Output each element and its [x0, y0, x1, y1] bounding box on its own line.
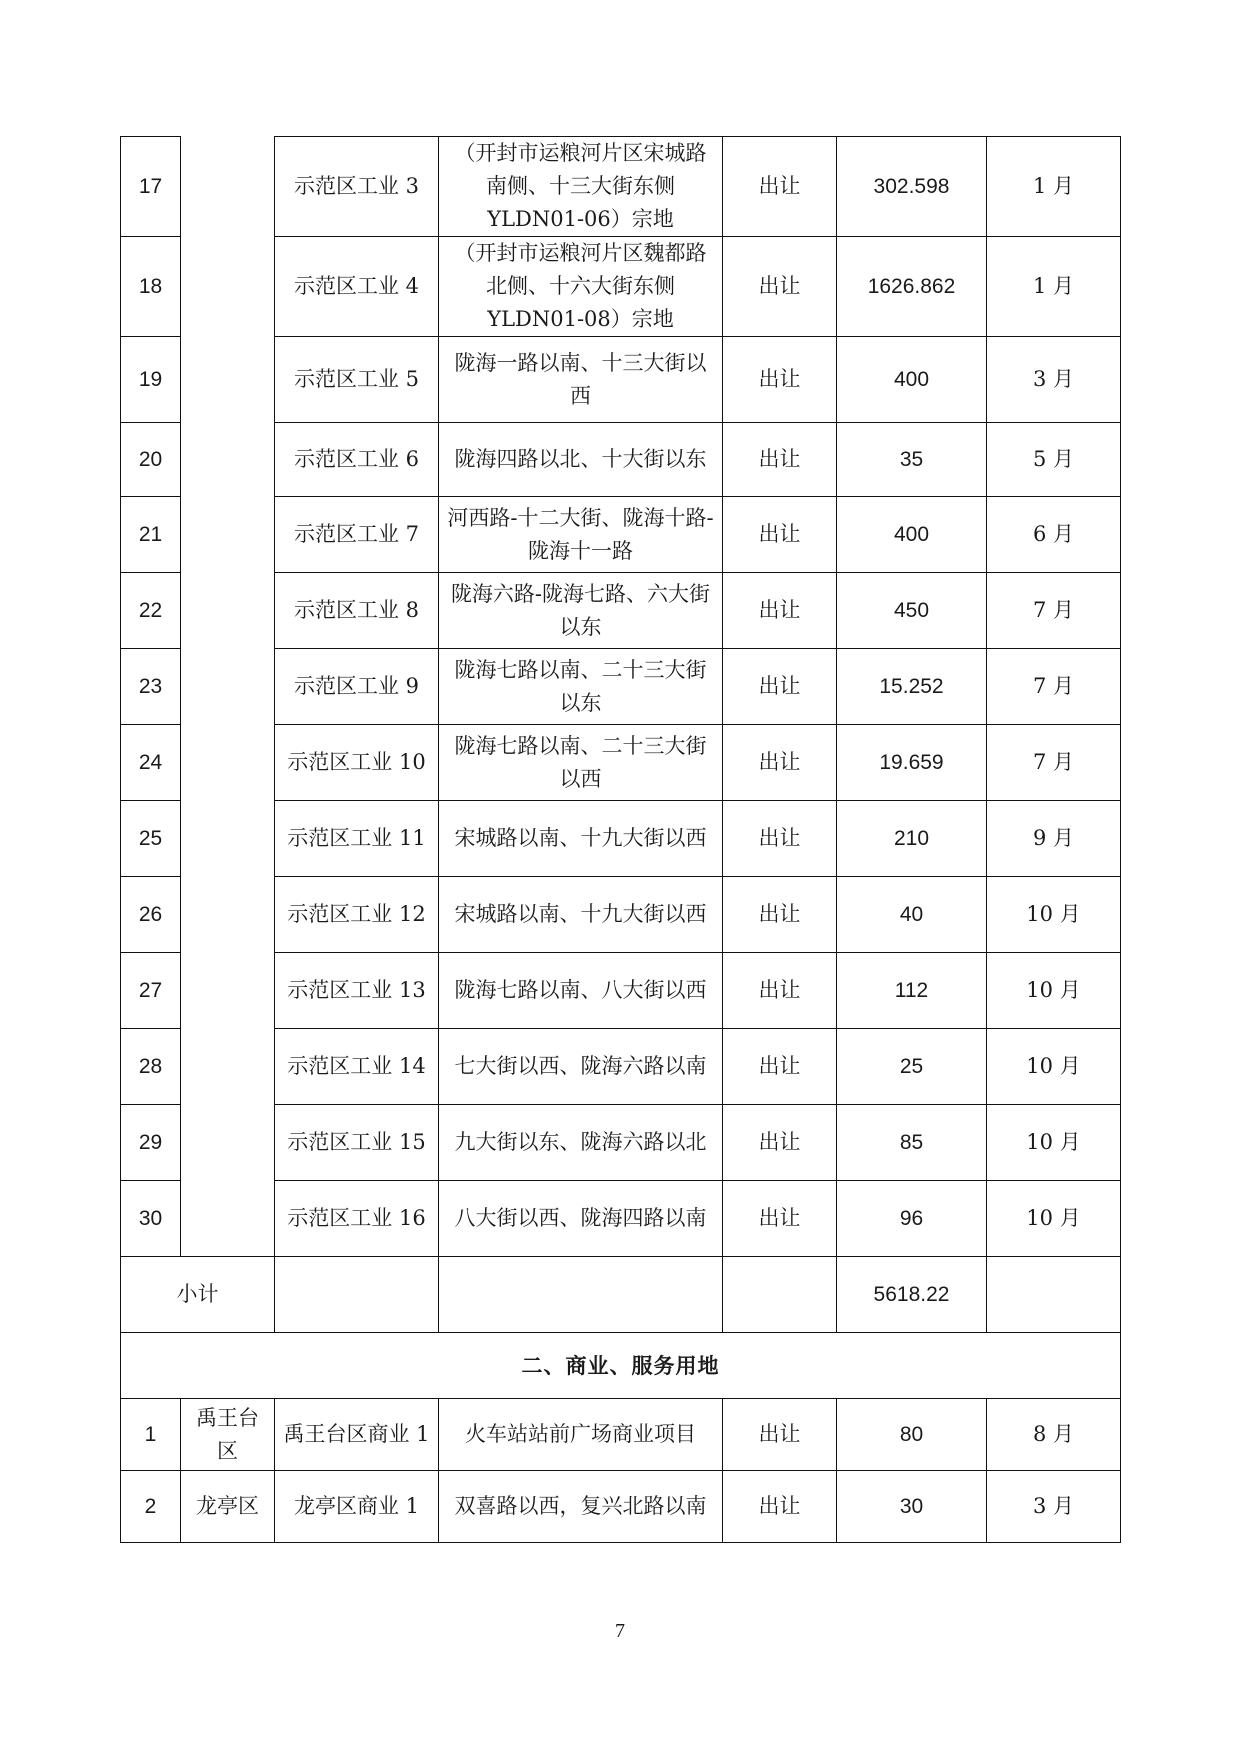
- row-seq: 22: [121, 573, 181, 649]
- row-seq: 23: [121, 649, 181, 725]
- row-month: 8 月: [987, 1399, 1121, 1471]
- row-seq: 27: [121, 953, 181, 1029]
- row-project-name: 示范区工业 13: [275, 953, 439, 1029]
- row-area: 302.598: [837, 137, 987, 237]
- row-project-name: 示范区工业 8: [275, 573, 439, 649]
- row-seq: 18: [121, 237, 181, 337]
- row-area: 85: [837, 1105, 987, 1181]
- row-location: 河西路-十二大街、陇海十路-陇海十一路: [439, 497, 723, 573]
- row-month: 10 月: [987, 953, 1121, 1029]
- row-seq: 30: [121, 1181, 181, 1257]
- row-seq: 28: [121, 1029, 181, 1105]
- row-location: 七大街以西、陇海六路以南: [439, 1029, 723, 1105]
- row-seq: 29: [121, 1105, 181, 1181]
- section-header-row: [121, 1333, 1121, 1399]
- row-method: 出让: [723, 1029, 837, 1105]
- row-project-name: 示范区工业 14: [275, 1029, 439, 1105]
- row-month: 10 月: [987, 1181, 1121, 1257]
- table-row: [121, 1399, 1121, 1471]
- row-project-name: 示范区工业 10: [275, 725, 439, 801]
- row-method: 出让: [723, 573, 837, 649]
- row-area: 25: [837, 1029, 987, 1105]
- row-method: 出让: [723, 1105, 837, 1181]
- subtotal-empty-cell: [987, 1257, 1121, 1333]
- row-location: （开封市运粮河片区宋城路南侧、十三大街东侧 YLDN01-06）宗地: [439, 137, 723, 237]
- row-location: 宋城路以南、十九大街以西: [439, 877, 723, 953]
- row-location: 双喜路以西，复兴北路以南: [439, 1471, 723, 1543]
- subtotal-row: [121, 1257, 1121, 1333]
- row-month: 7 月: [987, 649, 1121, 725]
- row-method: 出让: [723, 649, 837, 725]
- row-area: 1626.862: [837, 237, 987, 337]
- row-method: 出让: [723, 801, 837, 877]
- row-location: （开封市运粮河片区魏都路北侧、十六大街东侧 YLDN01-08）宗地: [439, 237, 723, 337]
- row-location: 陇海七路以南、八大街以西: [439, 953, 723, 1029]
- page-number: 7: [615, 1620, 625, 1642]
- row-location: 陇海六路-陇海七路、六大街以东: [439, 573, 723, 649]
- row-area: 400: [837, 497, 987, 573]
- land-supply-table: [120, 136, 1121, 1543]
- table-row: [121, 1471, 1121, 1543]
- row-method: 出让: [723, 725, 837, 801]
- row-location: 陇海四路以北、十大街以东: [439, 423, 723, 497]
- row-project-name: 示范区工业 4: [275, 237, 439, 337]
- row-method: 出让: [723, 423, 837, 497]
- row-month: 10 月: [987, 1029, 1121, 1105]
- row-seq: 26: [121, 877, 181, 953]
- row-month: 10 月: [987, 1105, 1121, 1181]
- row-project-name: 示范区工业 3: [275, 137, 439, 237]
- row-area: 80: [837, 1399, 987, 1471]
- row-month: 7 月: [987, 725, 1121, 801]
- row-location: 火车站站前广场商业项目: [439, 1399, 723, 1471]
- row-project-name: 示范区工业 9: [275, 649, 439, 725]
- row-method: 出让: [723, 953, 837, 1029]
- row-location: 八大街以西、陇海四路以南: [439, 1181, 723, 1257]
- subtotal-empty-cell: [275, 1257, 439, 1333]
- row-month: 10 月: [987, 877, 1121, 953]
- row-area: 40: [837, 877, 987, 953]
- subtotal-empty-cell: [439, 1257, 723, 1333]
- row-project-name: 示范区工业 6: [275, 423, 439, 497]
- row-method: 出让: [723, 877, 837, 953]
- row-seq: 24: [121, 725, 181, 801]
- subtotal-empty-cell: [723, 1257, 837, 1333]
- row-month: 9 月: [987, 801, 1121, 877]
- row-project-name: 示范区工业 11: [275, 801, 439, 877]
- row-location: 陇海七路以南、二十三大街以东: [439, 649, 723, 725]
- row-month: 7 月: [987, 573, 1121, 649]
- row-area: 96: [837, 1181, 987, 1257]
- row-area: 450: [837, 573, 987, 649]
- row-area: 35: [837, 423, 987, 497]
- row-project-name: 示范区工业 5: [275, 337, 439, 423]
- row-area: 210: [837, 801, 987, 877]
- row-location: 宋城路以南、十九大街以西: [439, 801, 723, 877]
- subtotal-area: 5618.22: [837, 1257, 987, 1333]
- row-area: 19.659: [837, 725, 987, 801]
- row-month: 3 月: [987, 1471, 1121, 1543]
- row-seq: 2: [121, 1471, 181, 1543]
- row-project-name: 龙亭区商业 1: [275, 1471, 439, 1543]
- row-method: 出让: [723, 497, 837, 573]
- row-method: 出让: [723, 337, 837, 423]
- row-district: 龙亭区: [181, 1471, 275, 1543]
- row-district: 禹王台区: [181, 1399, 275, 1471]
- row-project-name: 示范区工业 16: [275, 1181, 439, 1257]
- row-month: 6 月: [987, 497, 1121, 573]
- row-method: 出让: [723, 237, 837, 337]
- row-month: 3 月: [987, 337, 1121, 423]
- row-project-name: 示范区工业 15: [275, 1105, 439, 1181]
- row-area: 400: [837, 337, 987, 423]
- row-project-name: 示范区工业 12: [275, 877, 439, 953]
- row-project-name: 示范区工业 7: [275, 497, 439, 573]
- row-area: 30: [837, 1471, 987, 1543]
- row-method: 出让: [723, 137, 837, 237]
- row-method: 出让: [723, 1471, 837, 1543]
- row-month: 1 月: [987, 237, 1121, 337]
- row-method: 出让: [723, 1399, 837, 1471]
- row-month: 1 月: [987, 137, 1121, 237]
- district-cell: [181, 137, 275, 1257]
- row-seq: 19: [121, 337, 181, 423]
- row-method: 出让: [723, 1181, 837, 1257]
- row-seq: 1: [121, 1399, 181, 1471]
- row-area: 112: [837, 953, 987, 1029]
- row-month: 5 月: [987, 423, 1121, 497]
- row-location: 陇海一路以南、十三大街以西: [439, 337, 723, 423]
- subtotal-label: 小计: [121, 1257, 275, 1333]
- row-seq: 25: [121, 801, 181, 877]
- row-project-name: 禹王台区商业 1: [275, 1399, 439, 1471]
- row-seq: 21: [121, 497, 181, 573]
- row-seq: 20: [121, 423, 181, 497]
- row-location: 九大街以东、陇海六路以北: [439, 1105, 723, 1181]
- table-row: [121, 137, 1121, 237]
- section-title: 二、商业、服务用地: [121, 1333, 1121, 1399]
- row-location: 陇海七路以南、二十三大街以西: [439, 725, 723, 801]
- row-seq: 17: [121, 137, 181, 237]
- row-area: 15.252: [837, 649, 987, 725]
